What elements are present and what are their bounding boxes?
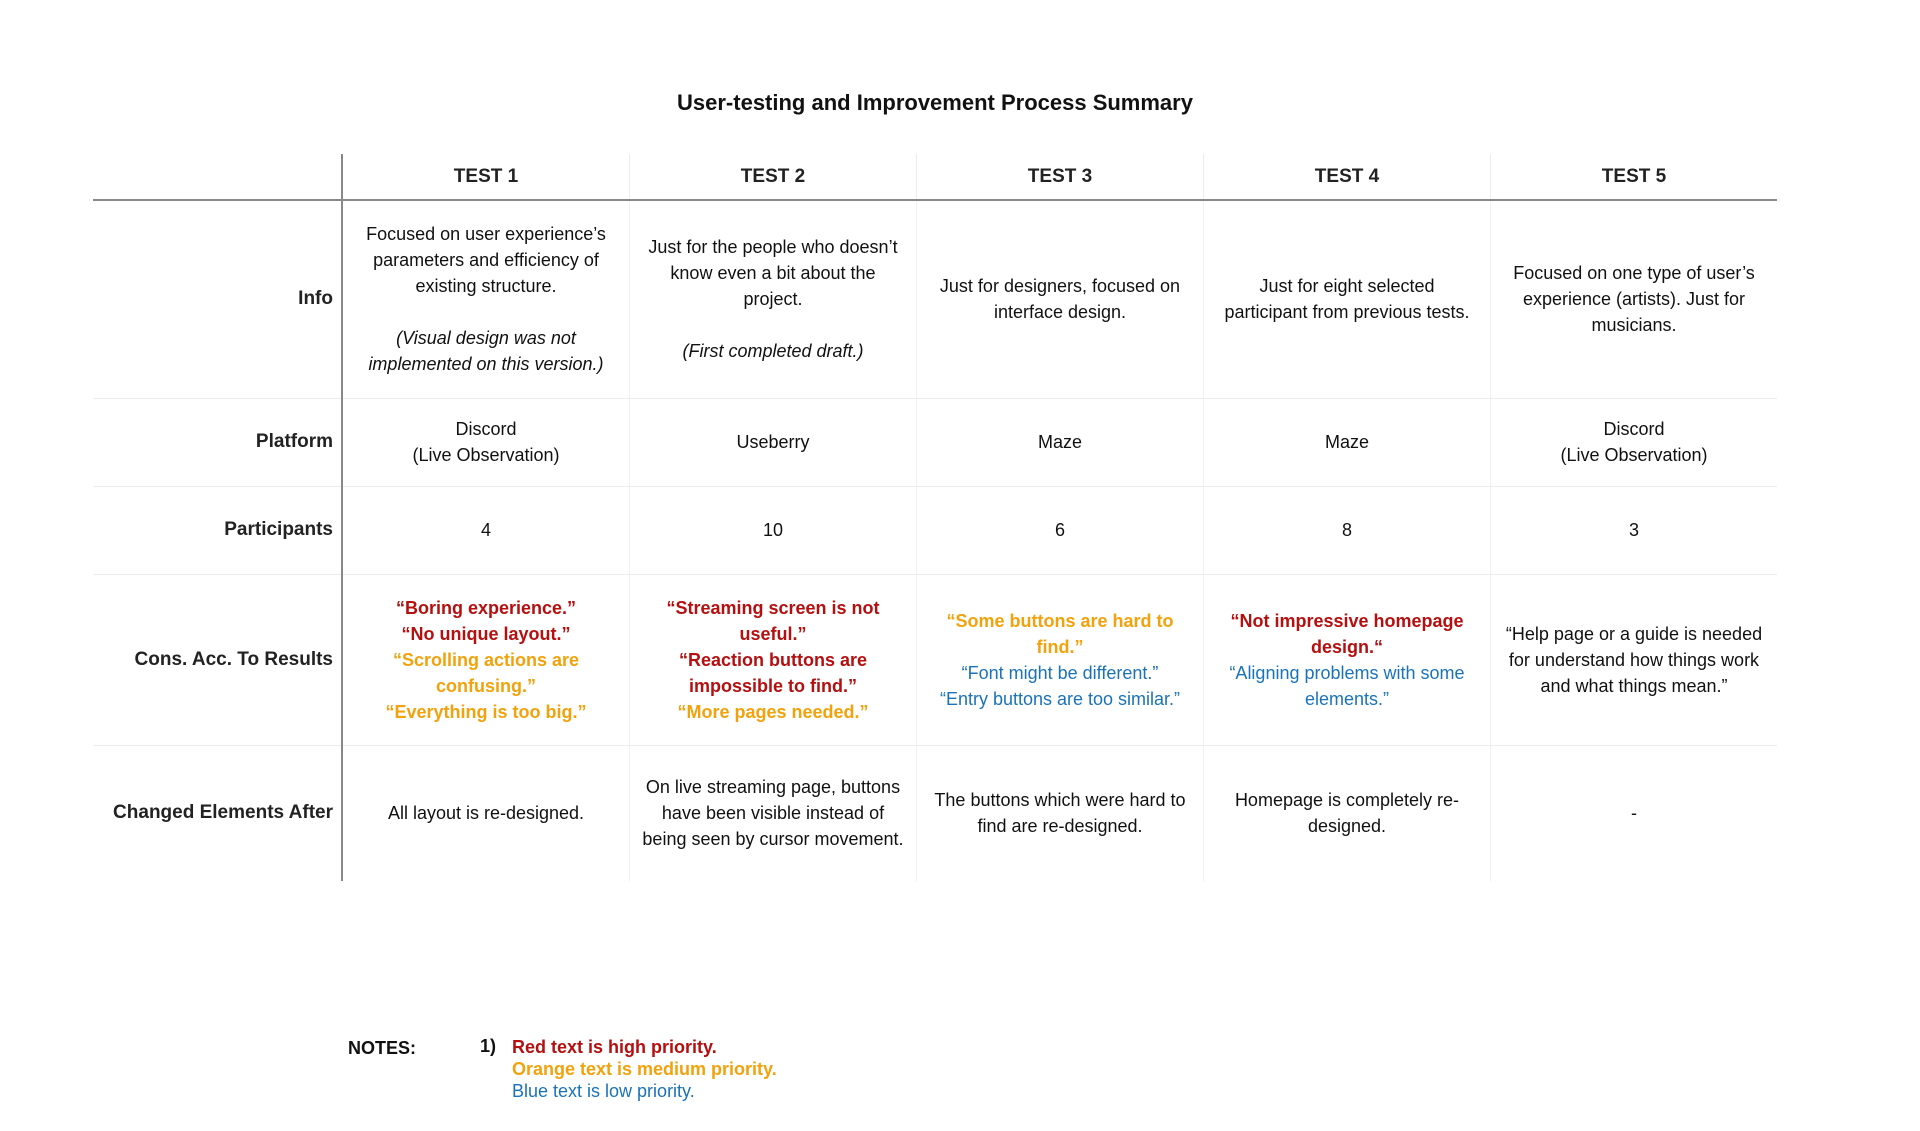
test-3-header: TEST 3 <box>917 154 1204 200</box>
changed-text-line: - <box>1631 803 1637 824</box>
platform-text-line: (Live Observation) <box>412 445 560 465</box>
cons-cell <box>1491 574 1778 745</box>
note-medium-priority: Orange text is medium priority. <box>512 1059 777 1079</box>
feedback-quote-line: confusing.” <box>436 675 536 696</box>
info-cell <box>1204 200 1491 398</box>
info-cell <box>917 200 1204 398</box>
info-text-line: experience (artists). Just for <box>1522 289 1746 310</box>
info-row <box>93 200 1777 398</box>
info-note-line: (Visual design was not <box>396 328 576 349</box>
changed-text-line: have been visible instead of <box>661 803 885 824</box>
cons-cell <box>342 574 630 745</box>
changed-cell <box>917 745 1204 881</box>
note-low-priority: Blue text is low priority. <box>512 1081 695 1101</box>
info-text-line: Just for eight selected <box>1259 276 1435 297</box>
feedback-quote-line: “Help page or a guide is needed <box>1505 623 1763 644</box>
info-text-line: musicians. <box>1591 315 1677 336</box>
feedback-quote-line: “No unique layout.” <box>401 623 571 644</box>
changed-row <box>93 745 1777 881</box>
feedback-quote-line: find.” <box>1036 636 1084 657</box>
info-text-line: project. <box>743 289 803 310</box>
platform-cell <box>1204 398 1491 486</box>
summary-table <box>93 154 1777 881</box>
platform-text-line: Useberry <box>736 432 810 452</box>
feedback-quote-line: elements.” <box>1304 688 1390 709</box>
feedback-quote-line: and what things mean.” <box>1540 675 1728 696</box>
platform-cell <box>1491 398 1778 486</box>
feedback-quote-line: “Entry buttons are too similar.” <box>939 688 1181 709</box>
info-text-line: know even a bit about the <box>670 263 876 284</box>
feedback-quote-line: “More pages needed.” <box>677 701 869 722</box>
participants-label: Participants <box>93 486 342 574</box>
test-4-header: TEST 4 <box>1204 154 1491 200</box>
info-cell <box>342 200 630 398</box>
test-1-header: TEST 1 <box>342 154 630 200</box>
info-text-line: Focused on one type of user’s <box>1513 263 1755 284</box>
platform-text-line: Discord <box>455 419 517 439</box>
changed-cell <box>1204 745 1491 881</box>
feedback-quote-line: “Scrolling actions are <box>392 649 580 670</box>
cons-cell <box>630 574 917 745</box>
feedback-quote-line: “Reaction buttons are <box>678 649 868 670</box>
notes-label: NOTES: <box>348 1038 417 1058</box>
info-note-line: (First completed draft.) <box>682 341 864 362</box>
notes-list <box>512 1036 912 1102</box>
spacer <box>351 299 621 325</box>
corner-cell <box>93 154 342 200</box>
feedback-quote-line: “Not impressive homepage <box>1230 610 1464 631</box>
changed-cell <box>1491 745 1778 881</box>
platform-text-line: Maze <box>1324 432 1369 452</box>
info-text-line: Just for the people who doesn’t <box>648 237 898 258</box>
participants-cell: 4 <box>342 486 630 574</box>
feedback-quote-line: for understand how things work <box>1508 649 1760 670</box>
changed-cell <box>630 745 917 881</box>
platform-cell <box>630 398 917 486</box>
cons-row <box>93 574 1777 745</box>
cons-label: Cons. Acc. To Results <box>93 574 342 745</box>
test-5-header: TEST 5 <box>1491 154 1778 200</box>
platform-cell <box>917 398 1204 486</box>
page-title: User-testing and Improvement Process Summary <box>677 90 1193 115</box>
changed-text-line: find are re-designed. <box>977 816 1143 837</box>
changed-text-line: On live streaming page, buttons <box>645 777 901 798</box>
cons-cell <box>917 574 1204 745</box>
feedback-quote-line: “Some buttons are hard to <box>946 610 1174 631</box>
changed-text-line: being seen by cursor movement. <box>642 829 904 850</box>
spacer <box>638 312 908 338</box>
info-text-line: Focused on user experience’s <box>366 224 606 245</box>
participants-cell: 10 <box>630 486 917 574</box>
feedback-quote-line: useful.” <box>739 623 807 644</box>
feedback-quote-line: “Streaming screen is not <box>666 597 880 618</box>
info-note-line: implemented on this version.) <box>368 354 604 375</box>
participants-cell: 3 <box>1491 486 1778 574</box>
feedback-quote-line: “Font might be different.” <box>961 662 1159 683</box>
feedback-quote-line: impossible to find.” <box>688 675 857 696</box>
changed-label: Changed Elements After <box>93 745 342 881</box>
info-text-line: parameters and efficiency of <box>373 250 599 271</box>
platform-label: Platform <box>93 398 342 486</box>
changed-text-line: Homepage is completely re- <box>1234 790 1460 811</box>
platform-cell <box>342 398 630 486</box>
participants-cell: 6 <box>917 486 1204 574</box>
feedback-quote-line: “Aligning problems with some <box>1229 662 1465 683</box>
info-cell <box>630 200 917 398</box>
info-text-line: existing structure. <box>415 276 557 297</box>
header-row <box>93 154 1777 200</box>
platform-row <box>93 398 1777 486</box>
participants-row <box>93 486 1777 574</box>
note-high-priority: Red text is high priority. <box>512 1037 717 1057</box>
platform-text-line: (Live Observation) <box>1560 445 1708 465</box>
changed-text-line: The buttons which were hard to <box>934 790 1186 811</box>
info-label: Info <box>93 200 342 398</box>
info-text-line: interface design. <box>993 302 1127 323</box>
info-text-line: Just for designers, focused on <box>939 276 1181 297</box>
changed-text-line: All layout is re-designed. <box>387 803 585 824</box>
feedback-quote-line: “Boring experience.” <box>395 597 577 618</box>
info-text-line: participant from previous tests. <box>1224 302 1470 323</box>
info-cell <box>1491 200 1778 398</box>
feedback-quote-line: design.“ <box>1310 636 1383 657</box>
test-2-header: TEST 2 <box>630 154 917 200</box>
platform-text-line: Discord <box>1603 419 1665 439</box>
changed-cell <box>342 745 630 881</box>
cons-cell <box>1204 574 1491 745</box>
participants-cell: 8 <box>1204 486 1491 574</box>
platform-text-line: Maze <box>1037 432 1082 452</box>
feedback-quote-line: “Everything is too big.” <box>385 701 587 722</box>
changed-text-line: designed. <box>1307 816 1387 837</box>
notes-number: 1) <box>480 1036 497 1056</box>
